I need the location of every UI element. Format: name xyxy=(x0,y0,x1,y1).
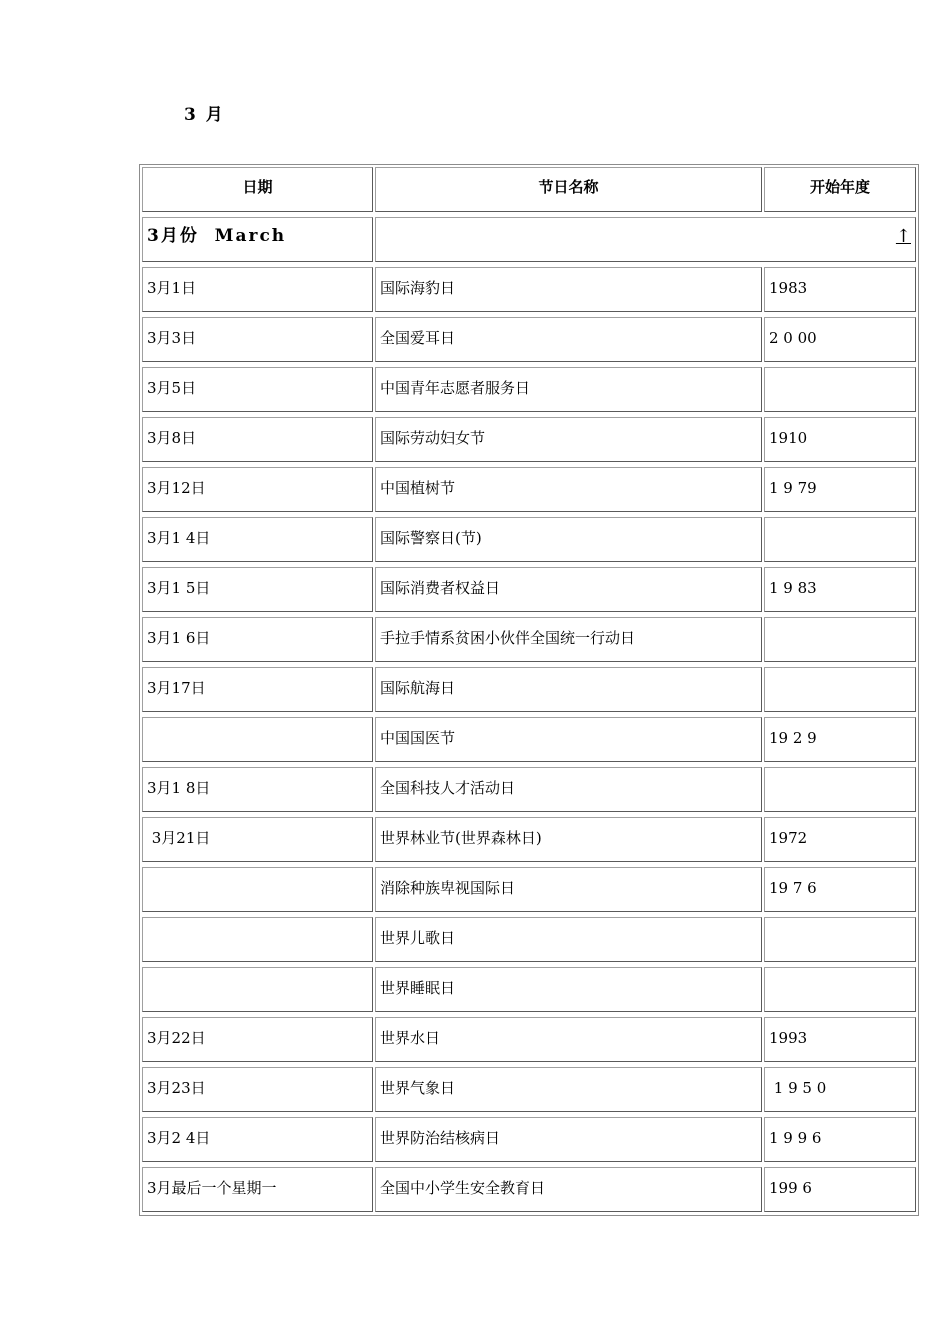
page-title: 3 月 xyxy=(184,105,225,125)
cell-holiday-name: 世界水日 xyxy=(375,1017,762,1062)
cell-holiday-name: 世界防治结核病日 xyxy=(375,1117,762,1162)
cell-date: 3月1 8日 xyxy=(142,767,373,812)
cell-holiday-name: 全国中小学生安全教育日 xyxy=(375,1167,762,1212)
cell-start-year xyxy=(764,367,916,412)
holiday-table xyxy=(139,164,919,1216)
cell-start-year xyxy=(764,967,916,1012)
table-row xyxy=(140,765,918,815)
cell-start-year: 1 9 79 xyxy=(764,467,916,512)
cell-start-year: 1910 xyxy=(764,417,916,462)
cell-date: 3月5日 xyxy=(142,367,373,412)
month-label: 3月份 March xyxy=(142,217,373,262)
cell-holiday-name: 全国爱耳日 xyxy=(375,317,762,362)
cell-date xyxy=(142,717,373,762)
cell-start-year xyxy=(764,917,916,962)
cell-holiday-name: 国际消费者权益日 xyxy=(375,567,762,612)
cell-start-year xyxy=(764,517,916,562)
cell-start-year: 1 9 5 0 xyxy=(764,1067,916,1112)
table-row xyxy=(140,965,918,1015)
table-row xyxy=(140,265,918,315)
table-row xyxy=(140,1115,918,1165)
arrow-up-icon: ↑ xyxy=(895,226,911,247)
table-header-row xyxy=(140,165,918,215)
header-date: 日期 xyxy=(142,167,373,212)
cell-holiday-name: 世界儿歌日 xyxy=(375,917,762,962)
cell-date: 3月22日 xyxy=(142,1017,373,1062)
back-to-top-link[interactable] xyxy=(896,228,911,246)
table-row xyxy=(140,565,918,615)
cell-holiday-name: 中国植树节 xyxy=(375,467,762,512)
cell-date: 3月2 4日 xyxy=(142,1117,373,1162)
cell-date: 3月1 6日 xyxy=(142,617,373,662)
table-row xyxy=(140,715,918,765)
cell-date: 3月1日 xyxy=(142,267,373,312)
cell-start-year: 19 2 9 xyxy=(764,717,916,762)
cell-holiday-name: 国际海豹日 xyxy=(375,267,762,312)
cell-start-year xyxy=(764,617,916,662)
table-row xyxy=(140,465,918,515)
table-row xyxy=(140,865,918,915)
month-merged-cell xyxy=(375,217,916,262)
table-row xyxy=(140,515,918,565)
cell-holiday-name: 中国青年志愿者服务日 xyxy=(375,367,762,412)
cell-holiday-name: 国际航海日 xyxy=(375,667,762,712)
cell-start-year: 2 0 00 xyxy=(764,317,916,362)
cell-start-year xyxy=(764,667,916,712)
header-start-year: 开始年度 xyxy=(764,167,916,212)
cell-holiday-name: 全国科技人才活动日 xyxy=(375,767,762,812)
cell-start-year: 1993 xyxy=(764,1017,916,1062)
cell-date: 3月1 4日 xyxy=(142,517,373,562)
table-row xyxy=(140,1015,918,1065)
cell-holiday-name: 世界林业节(世界森林日) xyxy=(375,817,762,862)
cell-start-year: 1983 xyxy=(764,267,916,312)
cell-date: 3月17日 xyxy=(142,667,373,712)
cell-date: 3月12日 xyxy=(142,467,373,512)
cell-holiday-name: 世界睡眠日 xyxy=(375,967,762,1012)
cell-date: 3月8日 xyxy=(142,417,373,462)
cell-start-year: 1 9 9 6 xyxy=(764,1117,916,1162)
cell-start-year xyxy=(764,767,916,812)
table-row xyxy=(140,915,918,965)
cell-date xyxy=(142,967,373,1012)
cell-holiday-name: 消除种族卑视国际日 xyxy=(375,867,762,912)
table-row xyxy=(140,1165,918,1215)
cell-date: 3月1 5日 xyxy=(142,567,373,612)
table-row xyxy=(140,665,918,715)
cell-date: 3月最后一个星期一 xyxy=(142,1167,373,1212)
table-row xyxy=(140,1065,918,1115)
header-holiday-name: 节日名称 xyxy=(375,167,762,212)
cell-start-year: 199 6 xyxy=(764,1167,916,1212)
cell-holiday-name: 中国国医节 xyxy=(375,717,762,762)
cell-holiday-name: 世界气象日 xyxy=(375,1067,762,1112)
table-row xyxy=(140,615,918,665)
cell-date: 3月21日 xyxy=(142,817,373,862)
cell-holiday-name: 手拉手情系贫困小伙伴全国统一行动日 xyxy=(375,617,762,662)
month-row xyxy=(140,215,918,265)
cell-start-year: 1972 xyxy=(764,817,916,862)
cell-holiday-name: 国际警察日(节) xyxy=(375,517,762,562)
cell-holiday-name: 国际劳动妇女节 xyxy=(375,417,762,462)
table-row xyxy=(140,415,918,465)
cell-start-year: 19 7 6 xyxy=(764,867,916,912)
cell-date: 3月23日 xyxy=(142,1067,373,1112)
cell-date xyxy=(142,867,373,912)
cell-start-year: 1 9 83 xyxy=(764,567,916,612)
table-row xyxy=(140,365,918,415)
table-row xyxy=(140,315,918,365)
cell-date xyxy=(142,917,373,962)
table-row xyxy=(140,815,918,865)
cell-date: 3月3日 xyxy=(142,317,373,362)
